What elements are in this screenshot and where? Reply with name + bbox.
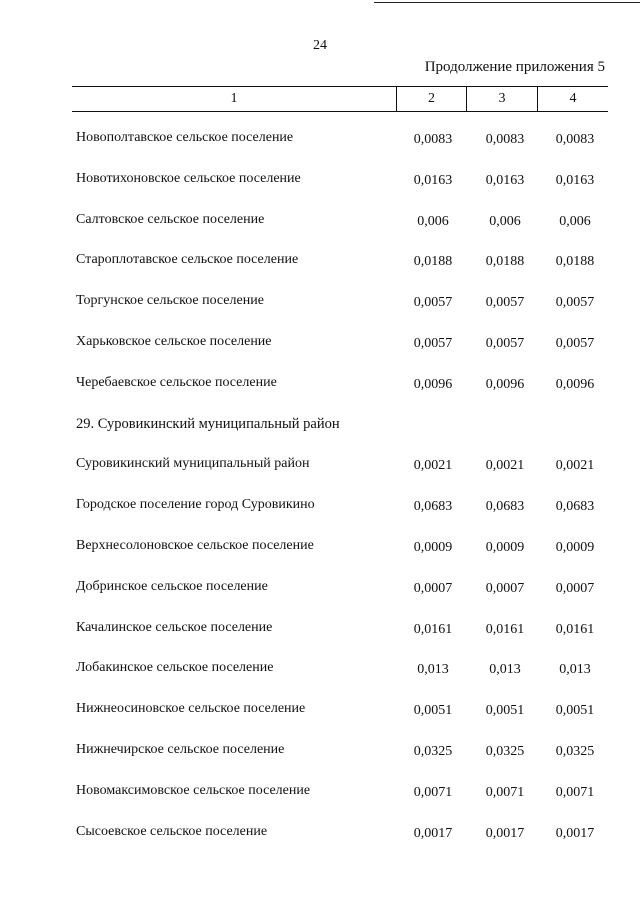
row-value-2: 0,0007: [413, 580, 453, 596]
row-value-3: 0,0007: [485, 580, 525, 596]
table-row: [0, 769, 640, 810]
table-row: [0, 524, 640, 565]
row-name: Староплотавское сельское поселение: [76, 252, 299, 268]
row-name: Лобакинское сельское поселение: [76, 660, 274, 676]
section-heading: 29. Суровикинский муниципальный район: [76, 415, 340, 432]
row-name: Черебаевское сельское поселение: [76, 374, 277, 390]
row-value-3: 0,0057: [485, 295, 525, 311]
row-value-4: 0,0096: [555, 376, 595, 392]
row-value-3: 0,0009: [485, 539, 525, 555]
row-value-2: 0,0096: [413, 376, 453, 392]
table-row: [0, 279, 640, 320]
table-row: [0, 238, 640, 279]
row-value-3: 0,0083: [485, 132, 525, 147]
row-value-4: 0,0083: [555, 132, 595, 147]
row-value-2: 0,013: [417, 662, 449, 678]
row-value-4: 0,0057: [555, 335, 595, 351]
row-value-2: 0,0071: [413, 784, 453, 800]
table-row: [0, 198, 640, 239]
column-header-4: 4: [537, 87, 608, 111]
row-name: Салтовское сельское поселение: [76, 211, 265, 227]
row-name: Торгунское сельское поселение: [76, 293, 264, 309]
row-value-2: 0,0051: [413, 703, 453, 719]
row-value-3: 0,0161: [485, 621, 525, 637]
row-value-3: 0,0017: [485, 825, 525, 841]
row-value-2: 0,0057: [413, 295, 453, 311]
table-row: [0, 116, 640, 157]
row-value-3: 0,0325: [485, 743, 525, 759]
table-body: [0, 116, 640, 850]
row-value-4: 0,0057: [555, 295, 595, 311]
table-row: [0, 687, 640, 728]
row-name: Городское поселение город Суровикино: [76, 497, 315, 513]
table-row: [0, 157, 640, 198]
top-rule: [374, 2, 640, 3]
row-value-4: 0,0021: [555, 458, 595, 474]
section-heading-row: [0, 402, 640, 443]
row-value-2: 0,0163: [413, 172, 453, 188]
row-name: Нижнеосиновское сельское поселение: [76, 701, 306, 717]
row-value-4: 0,0163: [555, 172, 595, 188]
row-value-3: 0,0051: [485, 703, 525, 719]
table-row: [0, 728, 640, 769]
row-value-2: 0,0161: [413, 621, 453, 637]
continuation-label: Продолжение приложения 5: [424, 59, 605, 75]
row-value-3: 0,0057: [485, 335, 525, 351]
page-number: 24: [313, 38, 327, 53]
row-name: Сысоевское сельское поселение: [76, 823, 268, 839]
row-value-4: 0,006: [559, 213, 591, 229]
row-value-2: 0,0017: [413, 825, 453, 841]
row-value-2: 0,0325: [413, 743, 453, 759]
row-name: Суровикинский муниципальный район: [76, 456, 310, 472]
row-name: Новополтавское сельское поселение: [76, 130, 294, 145]
row-name: Добринское сельское поселение: [76, 578, 268, 594]
table-row: [0, 320, 640, 361]
row-value-4: 0,0325: [555, 743, 595, 759]
column-header-3: 3: [466, 87, 537, 111]
row-value-4: 0,0051: [555, 703, 595, 719]
row-value-2: 0,0057: [413, 335, 453, 351]
row-value-3: 0,0071: [485, 784, 525, 800]
row-value-4: 0,0007: [555, 580, 595, 596]
row-value-4: 0,0017: [555, 825, 595, 841]
table-header: [72, 86, 608, 112]
table-row: [0, 442, 640, 483]
column-header-2: 2: [396, 87, 466, 111]
row-value-4: 0,0161: [555, 621, 595, 637]
row-name: Новомаксимовское сельское поселение: [76, 782, 311, 798]
table-row: [0, 810, 640, 851]
column-header-1: 1: [230, 91, 238, 106]
row-value-2: 0,0009: [413, 539, 453, 555]
row-value-2: 0,0188: [413, 254, 453, 270]
row-value-4: 0,0683: [555, 499, 595, 515]
row-value-3: 0,006: [489, 213, 521, 229]
row-name: Верхнесолоновское сельское поселение: [76, 537, 314, 553]
row-value-4: 0,0188: [555, 254, 595, 270]
row-value-4: 0,0009: [555, 539, 595, 555]
row-name: Харьковское сельское поселение: [76, 333, 272, 349]
row-value-4: 0,013: [559, 662, 591, 678]
table-row: [0, 606, 640, 647]
row-name: Качалинское сельское поселение: [76, 619, 273, 635]
row-value-3: 0,013: [489, 662, 521, 678]
row-value-2: 0,0021: [413, 458, 453, 474]
row-value-2: 0,0083: [413, 132, 453, 147]
row-value-3: 0,0683: [485, 499, 525, 515]
row-name: Нижнечирское сельское поселение: [76, 741, 285, 757]
row-value-3: 0,0096: [485, 376, 525, 392]
row-value-2: 0,0683: [413, 499, 453, 515]
row-value-3: 0,0188: [485, 254, 525, 270]
row-value-3: 0,0021: [485, 458, 525, 474]
row-value-4: 0,0071: [555, 784, 595, 800]
row-value-2: 0,006: [417, 213, 449, 229]
row-value-3: 0,0163: [485, 172, 525, 188]
table-row: [0, 565, 640, 606]
row-name: Новотихоновское сельское поселение: [76, 170, 301, 186]
table-row: [0, 361, 640, 402]
table-row: [0, 646, 640, 687]
table-row: [0, 483, 640, 524]
